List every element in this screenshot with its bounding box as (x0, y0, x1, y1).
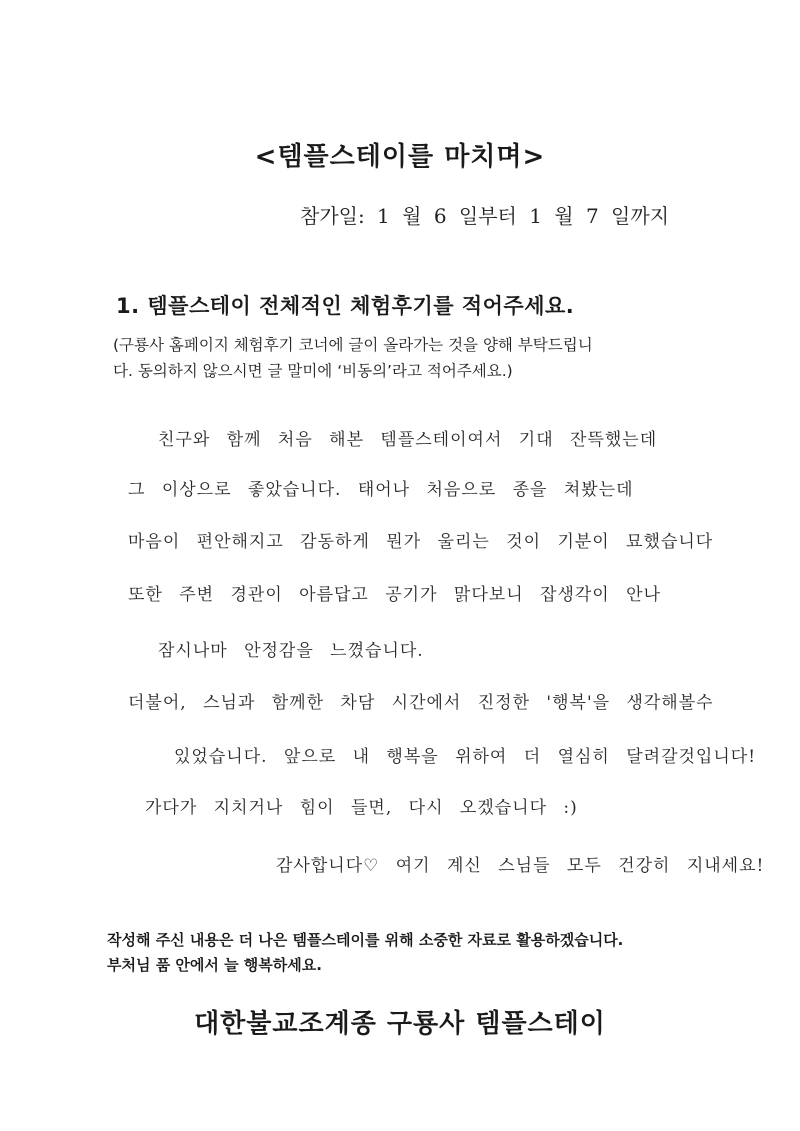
handwritten-line-2: 그 이상으로 좋았습니다. 태어나 처음으로 종을 쳐봤는데 (128, 480, 634, 500)
footer-line-1: 작성해 주신 내용은 더 나은 템플스테이를 위해 소중한 자료로 활용하겠습니다. (107, 931, 624, 949)
handwritten-line-8: 가다가 지치거나 힘이 들면, 다시 오겠습니다 :) (145, 798, 578, 818)
handwritten-line-7: 있었습니다. 앞으로 내 행복을 위하여 더 열심히 달려갈것입니다! (174, 747, 757, 767)
handwritten-line-6: 더불어, 스님과 함께한 차담 시간에서 진정한 '행복'을 생각해볼수 (128, 693, 714, 713)
footer-notice (107, 928, 623, 978)
question-1-note-line-2: 다. 동의하지 않으시면 글 말미에 ‘비동의’라고 적어주세요.) (113, 362, 513, 380)
question-1-heading: 1. 템플스테이 전체적인 체험후기를 적어주세요. (116, 294, 575, 318)
handwritten-line-9: 감사합니다♡ 여기 계신 스님들 모두 건강히 지내세요! (276, 856, 765, 876)
footer-line-2: 부처님 품 안에서 늘 행복하세요. (107, 956, 322, 974)
handwritten-line-4: 또한 주변 경관이 아름답고 공기가 맑다보니 잡생각이 안나 (128, 585, 661, 605)
handwritten-line-1: 친구와 함께 처음 해본 템플스테이여서 기대 잔뜩했는데 (158, 430, 658, 450)
page-title: <템플스테이를 마치며> (254, 142, 546, 172)
participation-period: 참가일: 1 월 6 일부터 1 월 7 일까지 (300, 204, 670, 228)
handwritten-line-5: 잠시나마 안정감을 느꼈습니다. (158, 641, 424, 661)
question-1-note (113, 332, 593, 384)
question-1-note-line-1: (구룡사 홈페이지 체험후기 코너에 글이 올라가는 것을 양해 부탁드립니 (113, 336, 593, 354)
organization-name: 대한불교조계종 구룡사 템플스테이 (194, 1009, 606, 1039)
handwritten-line-3: 마음이 편안해지고 감동하게 뭔가 울리는 것이 기분이 묘했습니다 (128, 532, 714, 552)
